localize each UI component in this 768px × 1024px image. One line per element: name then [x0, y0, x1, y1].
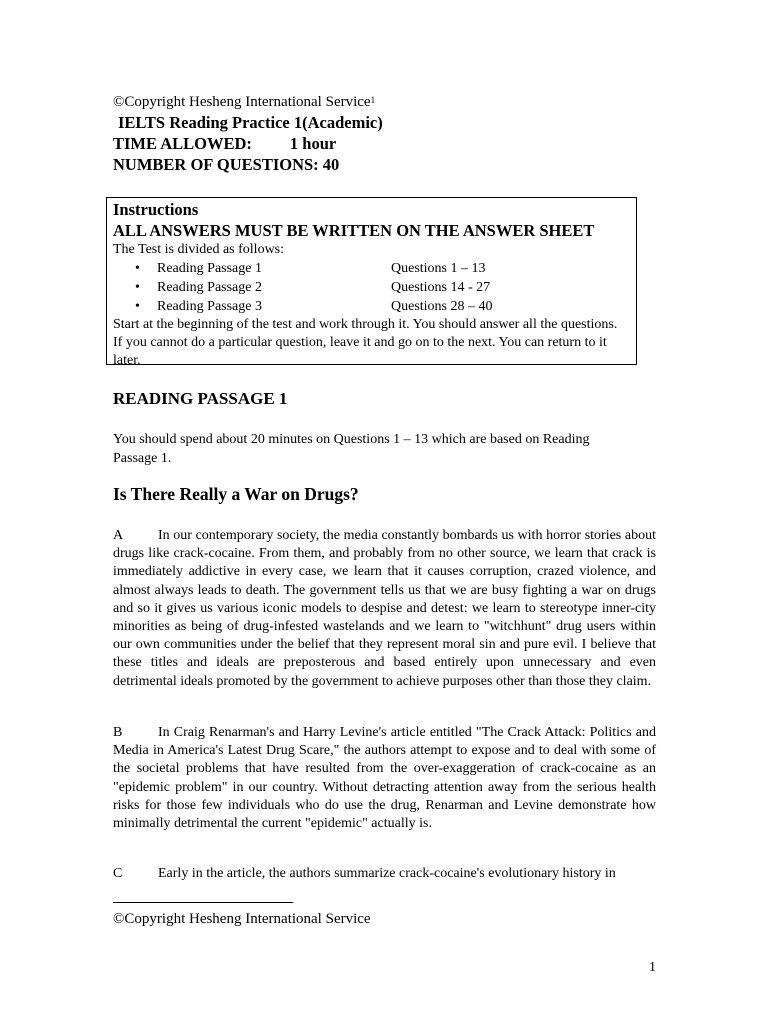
passage-title: Is There Really a War on Drugs?: [113, 484, 359, 504]
footnote-divider: [113, 902, 293, 903]
instructions-title: Instructions: [113, 200, 199, 219]
footnote: ©Copyright Hesheng International Service: [113, 911, 371, 927]
instructions-box: [106, 197, 637, 368]
section-heading: READING PASSAGE 1: [113, 389, 288, 408]
list-item: [113, 259, 630, 278]
bullet-icon: •: [135, 280, 140, 295]
document-header: [113, 92, 673, 175]
bullet-icon: •: [135, 261, 140, 276]
paragraph-letter: B: [113, 725, 123, 740]
passage-list: [113, 259, 630, 316]
number-of-questions: NUMBER OF QUESTIONS: 40: [113, 155, 340, 174]
page-number: 1: [649, 960, 656, 975]
copyright-line: [113, 92, 673, 112]
question-range: Questions 28 – 40: [391, 299, 493, 314]
question-range: Questions 14 - 27: [391, 280, 491, 295]
paragraph-c: [113, 865, 656, 883]
instructions-note: Start at the beginning of the test and work through it. You should answer all the questions. If you cannot do a particular question, leave it and go on to the next. You can return to it later.: [113, 317, 618, 368]
test-divided-text: The Test is divided as follows:: [113, 242, 285, 257]
time-label: TIME ALLOWED:: [113, 134, 252, 153]
time-allowed: [113, 133, 673, 154]
test-title: IELTS Reading Practice 1(Academic): [118, 113, 383, 132]
passage-name: Reading Passage 1: [157, 261, 262, 276]
time-value: 1 hour: [289, 134, 337, 153]
paragraph-b: [113, 724, 656, 833]
passage-name: Reading Passage 3: [157, 299, 262, 314]
answer-sheet-notice: ALL ANSWERS MUST BE WRITTEN ON THE ANSWER SHEET: [113, 221, 595, 240]
list-item: [113, 297, 630, 316]
footnote-mark: 1: [370, 95, 376, 105]
passage-name: Reading Passage 2: [157, 280, 262, 295]
paragraph-letter: C: [113, 866, 123, 881]
copyright-text: ©Copyright Hesheng International Service: [113, 94, 371, 110]
section-intro: You should spend about 20 minutes on Questions 1 – 13 which are based on Reading Passage 1.: [113, 432, 590, 466]
bullet-icon: •: [135, 299, 140, 314]
paragraph-text: In our contemporary society, the media constantly bombards us with horror stories about drugs like crack-cocaine. From them, and probably from no other source, we learn that crack is immediately addictive in every case, we learn that it causes corruption, crazed violence, and almost always leads to death. The government tells us that we are busy fighting a war on drugs and so it gives us various iconic models to despise and detest: we learn to stereotype inner-city minorities as being of drug-infested wastelands and we learn to "witchhunt" drug users within our own communities under the belief that they represent moral sin and pure evil. I believe that these titles and ideals are preposterous and based entirely upon unnecessary and even detrimental ideals promoted by the government to achieve purposes other than those they claim.: [113, 528, 656, 689]
list-item: [113, 278, 630, 297]
question-range: Questions 1 – 13: [391, 261, 486, 276]
paragraph-text: In Craig Renarman's and Harry Levine's article entitled "The Crack Attack: Politics and Media in America's Latest Drug Scare," the authors attempt to expose and to deal with some of the societal problems that have resulted from the over-exaggeration of crack-cocaine as an "epidemic problem" in our country. Without detracting attention away from the serious health risks for those few individuals who do use the drug, Renarman and Levine demonstrate how minimally detrimental the current "epidemic" actually is.: [113, 725, 656, 832]
paragraph-letter: A: [113, 528, 124, 543]
paragraph-a: [113, 527, 656, 691]
paragraph-text: Early in the article, the authors summarize crack-cocaine's evolutionary history in: [158, 866, 616, 881]
